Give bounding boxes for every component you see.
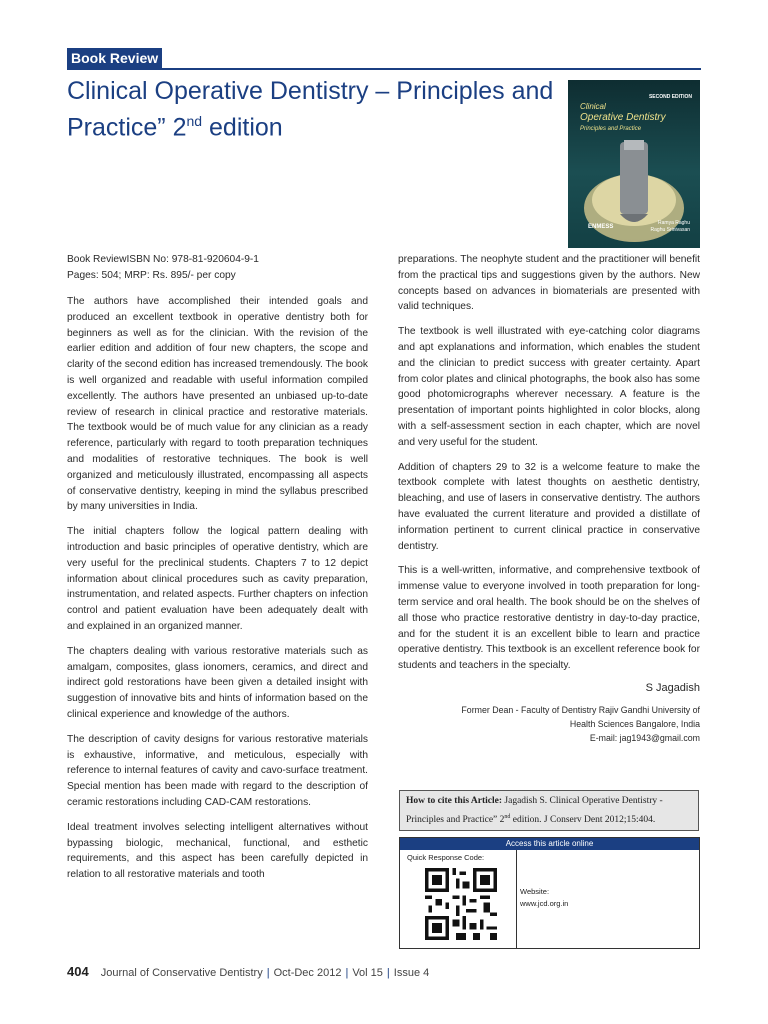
paragraph: This is a well-written, informative, and comprehensive textbook of immense value to everyone involved in tooth preparation for long-term service and oral health. The book should be on the shelves of all those who practice restorative dentistry in day-to-day practice, and for the student it is an excellent bible to learn and practice operative dentistry. This textbook is an excellent reference book for students and teachers in the specialty. <box>398 565 700 672</box>
paragraph: Ideal treatment involves selecting intelligent alternatives without bypassing biologic, mechanical, functional, and esthetic requirements, and this aspect has been carefully depicted in relation to all restorative materials and tooth <box>67 821 368 881</box>
cover-subtitle: Principles and Practice <box>580 126 642 132</box>
citation-box <box>399 790 699 831</box>
title-superscript: nd <box>186 113 203 129</box>
citation-superscript: nd <box>504 814 511 820</box>
volume: Vol 15 <box>352 967 383 979</box>
cover-author-1: Ramya Raghu <box>658 220 690 226</box>
cover-author-2: Raghu Srinivasan <box>650 227 690 233</box>
left-column <box>67 252 368 892</box>
separator: | <box>386 967 390 979</box>
paragraph: Addition of chapters 29 to 32 is a welcome feature to make the textbook complete with latest thoughts on aesthetic dentistry, bleaching, and use of lasers in conservative dentistry. The authors have evaluated the current literature and provided a distillate of information pertinent to current clinical practice in conservative dentistry. <box>398 461 700 552</box>
paragraph: The description of cavity designs for various restorative materials is exhaustive, informative, and meticulous, especially with reference to internal features of cavity and cavo-surface treatment. Special mention has been made with regard to the description of ceramic restorations including CAD-CAM restorations. <box>67 733 368 808</box>
issue-date: Oct-Dec 2012 <box>273 967 342 979</box>
website-link[interactable]: www.jcd.org.in <box>520 899 569 908</box>
book-meta <box>67 252 368 284</box>
paragraph: The chapters dealing with various restorative materials such as amalgam, composites, glass ionomers, ceramics, and direct and indirect gold restorations have been given a detailed insight with suggestion of innovative bits and hints of information based on the clinical experience and knowledge of the authors. <box>67 645 368 720</box>
cover-title-line2: Operative Dentistry <box>580 112 666 123</box>
paragraph: The authors have accomplished their intended goals and produced an excellent textbook in operative dentistry both for beginners as well as for the clinician. With the revision of the earlier edition and addition of four new chapters, the scope and clarity of the second edition has increased tremendously. The book is well organized and readable with useful information compiled excellently. The authors have presented an unbiased up-to-date review of research in clinical practice and restorative materials. The textbook would be of much value for any clinician as a ready reference, particularly with regard to tooth preparation techniques and modalities of restorative techniques. The book is well organized and meticulously illustrated, encompassing all aspects of conservative dentistry, keeping in mind the syllabus prescribed by many universities in India. <box>67 296 368 513</box>
cover-authors <box>651 220 690 234</box>
paragraph: The initial chapters follow the logical pattern dealing with introduction and basic principles of operative dentistry, which are very useful for the preclinical students. Chapters 7 to 12 depict information about clinical procedures such as cavity preparation, instrumentation, and related aspects. Further chapters on infection control and patient evaluation have been adequately dealt with and explained in an organized manner. <box>67 526 368 632</box>
cover-title-line1: Clinical <box>580 102 606 111</box>
qr-cell <box>400 850 517 948</box>
reviewer-signature: S Jagadish <box>645 681 700 694</box>
qr-code-icon[interactable] <box>425 868 497 940</box>
citation-text-end: edition. J Conserv Dent 2012;15:404. <box>510 815 656 826</box>
website-info <box>520 886 568 910</box>
citation-text: Jagadish S. Clinical Operative Dentistry - Principles and Practice” 2 <box>406 796 663 826</box>
journal-name: Journal of Conservative Dentistry <box>100 967 263 979</box>
isbn-line: Book ReviewISBN No: 978-81-920604-9-1 <box>67 254 259 265</box>
affiliation-line: Health Sciences Bangalore, India <box>569 718 700 729</box>
access-header: Access this article online <box>400 838 699 850</box>
right-column <box>398 252 700 745</box>
reviewer-affiliation <box>398 703 700 745</box>
pages-price-line: Pages: 504; MRP: Rs. 895/- per copy <box>67 270 236 281</box>
paragraph: preparations. The neophyte student and the practitioner will benefit from the practical tips and suggestions given by the authors. New concepts based on advances in biomaterials are presented with valid techniques. <box>398 254 700 313</box>
website-label: Website: <box>520 887 550 896</box>
separator: | <box>345 967 349 979</box>
paragraph: The textbook is well illustrated with eye-catching color diagrams and apt explanations and information, which enables the student and the clinician to predict success with greater certainty. Apart from color plates and clinical photographs, the book also has some good photomicrographs wherever necessary. A feature is the presentation of important points highlighted in color blocks, along with a self-assessment section in each chapter, which are novel and very useful for the student. <box>398 326 700 448</box>
article-title <box>67 76 557 142</box>
affiliation-line: Former Dean - Faculty of Dentistry Rajiv Gandhi University of <box>461 704 700 715</box>
title-main: Clinical Operative Dentistry – Principles and Practice” 2 <box>67 77 554 142</box>
header-rule <box>67 68 701 70</box>
cover-publisher: ENMESS <box>588 224 614 230</box>
title-tail: edition <box>202 113 283 142</box>
reviewer-email[interactable]: E-mail: jag1943@gmail.com <box>589 732 700 743</box>
cover-edition: SECOND EDITION <box>648 94 692 100</box>
citation-label: How to cite this Article: <box>406 796 503 806</box>
page-number: 404 <box>67 964 89 979</box>
book-cover-image <box>568 80 700 248</box>
section-tag: Book Review <box>67 48 162 68</box>
issue-number: Issue 4 <box>393 967 430 979</box>
separator: | <box>266 967 270 979</box>
access-online-box <box>399 837 700 949</box>
page-footer <box>67 964 701 979</box>
qr-label: Quick Response Code: <box>407 853 485 862</box>
